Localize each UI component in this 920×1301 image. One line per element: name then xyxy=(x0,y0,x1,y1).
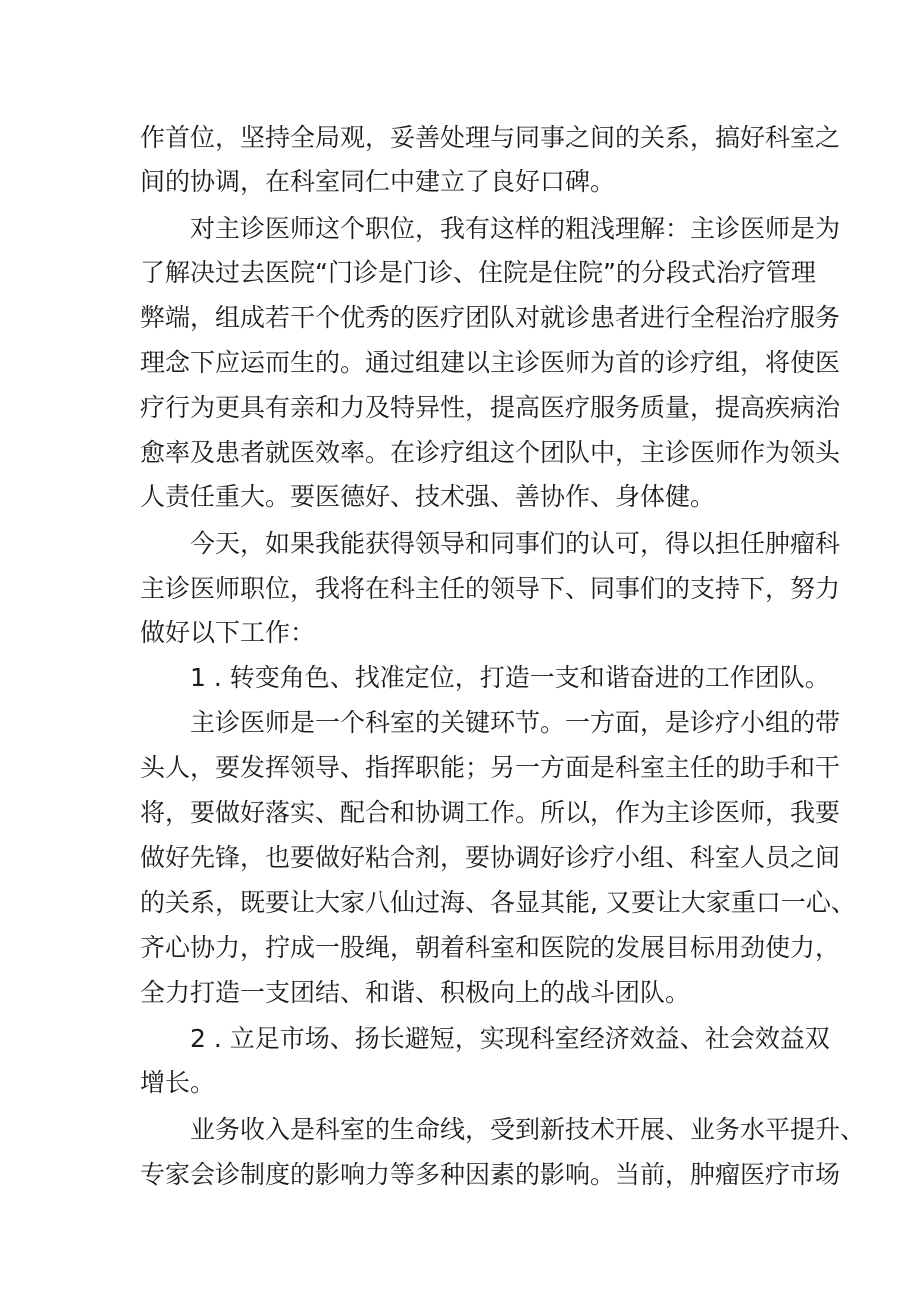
section-heading-2: 2 . 立足市场、扬长避短，实现科室经济效益、社会效益双 xyxy=(190,1024,830,1053)
paragraph-first-line: 今天，如果我能获得领导和同事们的认可，得以担任肿瘤科 xyxy=(190,529,841,558)
text-line-1: 作首位，坚持全局观，妥善处理与同事之间的关系，搞好科室之 xyxy=(140,123,841,152)
text-line-18: 的关系，既要让大家八仙过海、各显其能, 又要让大家重口一心、 xyxy=(140,888,856,917)
text-line-4: 了解决过去医院“门诊是门诊、住院是住院”的分段式治疗管理 xyxy=(140,258,816,287)
text-line-6: 理念下应运而生的。通过组建以主诊医师为首的诊疗组，将使医 xyxy=(140,348,841,377)
paragraph-first-line: 对主诊医师这个职位，我有这样的粗浅理解：主诊医师是为 xyxy=(190,214,841,243)
text-line-5: 弊端，组成若干个优秀的医疗团队对就诊患者进行全程治疗服务 xyxy=(140,303,841,332)
text-line-16: 将，要做好落实、配合和协调工作。所以，作为主诊医师，我要 xyxy=(140,798,841,827)
text-line-2: 间的协调，在科室同仁中建立了良好口碑。 xyxy=(140,167,616,196)
text-line-8: 愈率及患者就医效率。在诊疗组这个团队中，主诊医师作为领头 xyxy=(140,438,841,467)
text-line-7: 疗行为更具有亲和力及特异性，提高医疗服务质量，提高疾病治 xyxy=(140,393,841,422)
text-line-24: 专家会诊制度的影响力等多种因素的影响。当前，肿瘤医疗市场 xyxy=(140,1160,841,1189)
text-line-12: 做好以下工作： xyxy=(140,618,316,647)
paragraph-first-line: 业务收入是科室的生命线，受到新技术开展、业务水平提升、 xyxy=(190,1115,866,1144)
text-line-19: 齐心协力，拧成一股绳，朝着科室和医院的发展目标用劲使力， xyxy=(140,933,841,962)
text-line-20: 全力打造一支团结、和谐、积极向上的战斗团队。 xyxy=(140,978,691,1007)
section-heading-1: 1 . 转变角色、找准定位，打造一支和谐奋进的工作团队。 xyxy=(190,663,830,692)
text-line-17: 做好先锋，也要做好粘合剂，要协调好诊疗小组、科室人员之间 xyxy=(140,843,841,872)
paragraph-first-line: 主诊医师是一个科室的关键环节。一方面，是诊疗小组的带 xyxy=(190,708,841,737)
text-line-9: 人责任重大。要医德好、技术强、善协作、身体健。 xyxy=(140,482,716,511)
text-line-15: 头人，要发挥领导、指挥职能；另一方面是科室主任的助手和干 xyxy=(140,753,841,782)
text-line-11: 主诊医师职位，我将在科主任的领导下、同事们的支持下，努力 xyxy=(140,574,841,603)
text-line-22: 增长。 xyxy=(140,1068,216,1097)
